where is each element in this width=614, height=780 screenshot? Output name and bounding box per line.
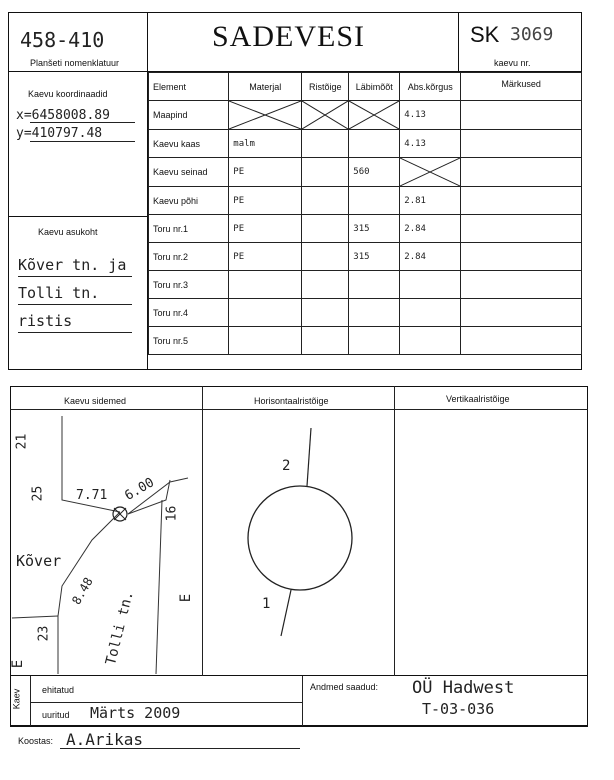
table-row	[149, 271, 582, 299]
dim-d: 25	[30, 485, 46, 502]
footer-right-divider	[302, 676, 303, 726]
row-diameter: 315	[349, 215, 400, 243]
row-abs	[400, 327, 461, 355]
table-row	[149, 327, 582, 355]
row-diameter: 315	[349, 243, 400, 271]
row-abs: 2.84	[400, 215, 461, 243]
row-cross	[302, 271, 349, 299]
row-notes	[461, 299, 582, 327]
coordinate-x: x=6458008.89	[16, 108, 110, 123]
page-title: SADEVESI	[212, 20, 366, 53]
row-abs: 2.84	[400, 243, 461, 271]
data-from-value-1: OÜ Hadwest	[412, 678, 515, 698]
row-cross	[302, 130, 349, 158]
dim-b: 6.00	[122, 475, 157, 504]
table-row	[149, 215, 582, 243]
header-cross: Ristõige	[302, 73, 349, 101]
table-row	[149, 130, 582, 158]
row-cross	[302, 187, 349, 215]
pipe-line	[281, 590, 291, 636]
kaev-label: Kaev	[11, 688, 22, 710]
header-notes: Märkused	[461, 73, 582, 101]
row-material: malm	[229, 130, 302, 158]
row-material	[229, 327, 302, 355]
table-row	[149, 243, 582, 271]
author-value: A.Arikas	[66, 730, 144, 749]
row-element: Kaevu põhi	[149, 187, 229, 215]
row-notes	[461, 215, 582, 243]
row-diameter: 560	[349, 158, 400, 187]
row-diameter	[349, 271, 400, 299]
sheet-number: 458-410	[20, 28, 105, 52]
row-notes	[461, 187, 582, 215]
row-abs: 4.13	[400, 101, 461, 130]
location-label: Kaevu asukoht	[38, 227, 98, 237]
location-line-2: Tolli tn.	[18, 284, 100, 302]
well-prefix: SK	[470, 22, 500, 47]
footer-bottom-line	[10, 726, 588, 727]
header-element: Element	[149, 73, 229, 101]
row-notes	[461, 327, 582, 355]
row-element: Kaevu kaas	[149, 130, 229, 158]
row-abs	[400, 271, 461, 299]
table-row	[149, 299, 582, 327]
measured-label: uuritud	[42, 710, 70, 720]
row-abs: 4.13	[400, 130, 461, 158]
row-material: PE	[229, 158, 302, 187]
row-notes	[461, 243, 582, 271]
loc-underline-1	[18, 276, 132, 277]
street-label-tolli: Tolli tn.	[102, 589, 137, 667]
row-element: Toru nr.2	[149, 243, 229, 271]
sheet-label: Planšeti nomenklatuur	[30, 58, 120, 68]
row-element: Toru nr.4	[149, 299, 229, 327]
letter-e-left: E	[10, 659, 27, 669]
row-notes	[461, 271, 582, 299]
row-cross	[302, 327, 349, 355]
data-from-value-2: T-03-036	[422, 700, 495, 718]
horizontal-section-sketch	[203, 410, 394, 676]
horizontal-section-label: Horisontaalristõige	[254, 396, 329, 406]
sketch-col-divider-2	[394, 386, 395, 676]
row-diameter	[349, 299, 400, 327]
table-row	[149, 158, 582, 187]
row-diameter	[349, 327, 400, 355]
table-header-row	[149, 73, 582, 101]
row-element: Maapind	[149, 101, 229, 130]
row-element: Toru nr.5	[149, 327, 229, 355]
location-line-3: ristis	[18, 312, 73, 330]
row-cross	[302, 215, 349, 243]
coord-underline-1	[30, 122, 135, 123]
letter-e-right: E	[178, 593, 195, 603]
loc-underline-2	[18, 304, 132, 305]
row-material: PE	[229, 215, 302, 243]
well-circle	[248, 486, 352, 590]
row-element: Toru nr.3	[149, 271, 229, 299]
street-edge-line	[12, 616, 58, 618]
row-notes	[461, 101, 582, 130]
author-label: Koostas:	[18, 736, 54, 746]
coord-underline-2	[30, 141, 135, 142]
row-abs: 2.81	[400, 187, 461, 215]
row-diameter-crossed	[349, 101, 400, 130]
row-abs	[400, 299, 461, 327]
author-underline	[60, 748, 300, 749]
table-row	[149, 101, 582, 130]
well-number: 3069	[510, 24, 554, 45]
pipe-label-1: 1	[262, 596, 271, 612]
dim-g: 21	[14, 433, 30, 450]
row-material	[229, 299, 302, 327]
row-diameter	[349, 130, 400, 158]
row-element: Kaevu seinad	[149, 158, 229, 187]
vertical-section-label: Vertikaalristõige	[446, 394, 510, 404]
row-cross-crossed	[302, 101, 349, 130]
dim-f: 23	[36, 625, 52, 642]
coordinate-y: y=410797.48	[16, 126, 103, 141]
dim-a: 7.71	[76, 488, 108, 503]
dim-e: 16	[164, 505, 180, 522]
loc-underline-3	[18, 332, 132, 333]
row-material-crossed	[229, 101, 302, 130]
row-cross	[302, 158, 349, 187]
street-label-kover: Kõver	[16, 552, 62, 570]
pipe-label-2: 2	[282, 458, 291, 474]
connections-label: Kaevu sidemed	[64, 396, 127, 406]
well-marker	[113, 507, 127, 521]
street-edge-line	[156, 500, 162, 674]
well-label: kaevu nr.	[494, 58, 531, 68]
row-material	[229, 271, 302, 299]
location-line-1: Kõver tn. ja	[18, 256, 127, 274]
row-notes	[461, 158, 582, 187]
row-material: PE	[229, 243, 302, 271]
pipe-line	[307, 428, 311, 486]
cross-out-mark	[302, 101, 348, 129]
footer-mid-line	[30, 702, 302, 703]
header-diameter: Läbimõõt	[349, 73, 400, 101]
header-abs: Abs.kõrgus	[400, 73, 461, 101]
data-from-label: Andmed saadud:	[310, 682, 379, 692]
row-element: Toru nr.1	[149, 215, 229, 243]
row-cross	[302, 243, 349, 271]
row-material: PE	[229, 187, 302, 215]
dim-c: 8.48	[69, 574, 96, 608]
table-row	[149, 187, 582, 215]
cross-out-mark	[349, 101, 399, 129]
location-divider	[8, 216, 148, 217]
footer-kaev-divider	[30, 676, 31, 726]
cross-out-mark	[229, 101, 301, 129]
built-label: ehitatud	[42, 685, 75, 695]
cross-out-mark	[400, 158, 460, 186]
well-elements-table	[148, 72, 582, 355]
row-notes	[461, 130, 582, 158]
header-material: Materjal	[229, 73, 302, 101]
row-abs-crossed	[400, 158, 461, 187]
row-cross	[302, 299, 349, 327]
row-diameter	[349, 187, 400, 215]
coordinates-label: Kaevu koordinaadid	[28, 89, 108, 99]
measured-value: Märts 2009	[90, 704, 181, 722]
